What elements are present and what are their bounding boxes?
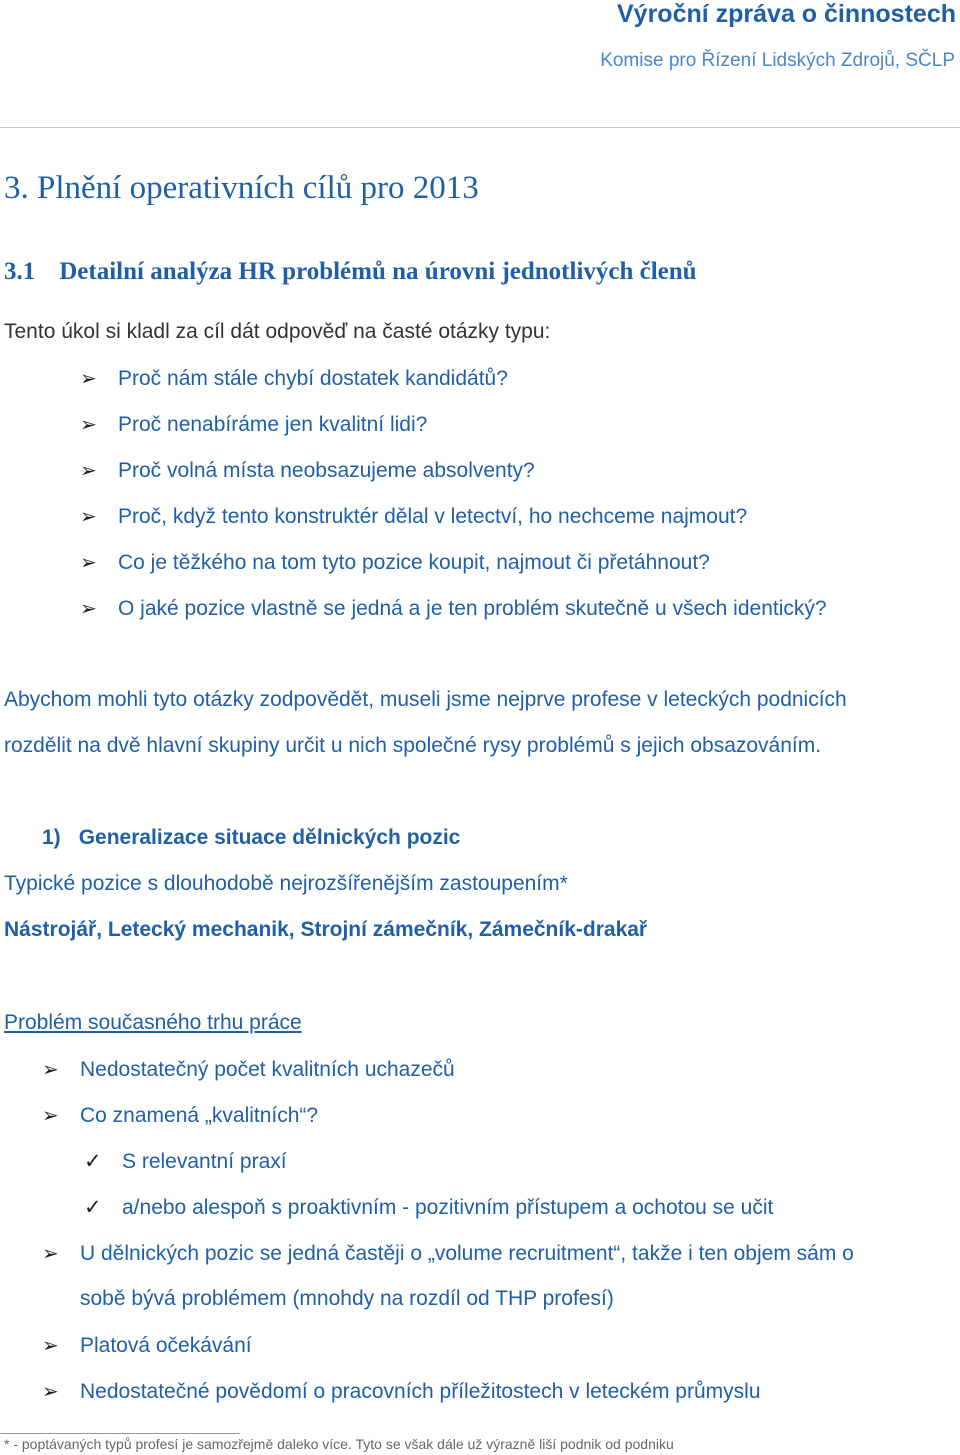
checkmark-icon: ✓ <box>84 1150 102 1173</box>
question-item <box>80 458 535 483</box>
arrow-bullet-icon: ➢ <box>42 1243 59 1265</box>
question-text: Proč nenabíráme jen kvalitní lidi? <box>118 413 428 436</box>
question-text: Proč volná místa neobsazujeme absolventy? <box>118 459 535 482</box>
subsection-heading <box>4 258 697 286</box>
footnote: * - poptávaných typů profesí je samozřejmě daleko více. Tyto se však dále už výrazně liší podnik od podniku <box>4 1436 674 1452</box>
problem-item <box>42 1333 252 1358</box>
question-text: Co je těžkého na tom tyto pozice koupit, najmout či přetáhnout? <box>118 551 710 574</box>
check-text: S relevantní praxí <box>122 1150 287 1173</box>
paragraph-line: rozdělit na dvě hlavní skupiny určit u nich společné rysy problémů s jejich obsazováním. <box>4 734 822 757</box>
problem-text: Nedostatečný počet kvalitních uchazečů <box>80 1058 455 1081</box>
arrow-bullet-icon: ➢ <box>80 460 97 482</box>
question-item <box>80 596 827 621</box>
intro-text: Tento úkol si kladl za cíl dát odpověď na časté otázky typu: <box>4 320 551 343</box>
arrow-bullet-icon: ➢ <box>80 506 97 528</box>
question-text: Proč nám stále chybí dostatek kandidátů? <box>118 367 508 390</box>
question-item <box>80 550 710 575</box>
problem-item <box>42 1103 318 1128</box>
check-text: a/nebo alespoň s proaktivním - pozitivním přístupem a ochotou se učit <box>122 1196 774 1219</box>
arrow-bullet-icon: ➢ <box>80 414 97 436</box>
problem-item <box>42 1379 761 1404</box>
subsection-title: Detailní analýza HR problémů na úrovni jednotlivých členů <box>59 258 697 285</box>
arrow-bullet-icon: ➢ <box>42 1335 59 1357</box>
header-subtitle: Komise pro Řízení Lidských Zdrojů, SČLP <box>600 50 955 71</box>
heading-title: Generalizace situace dělnických pozic <box>78 826 461 849</box>
problem-text: Platová očekávání <box>80 1334 252 1357</box>
section-heading: 3. Plnění operativních cílů pro 2013 <box>4 170 479 206</box>
checkmark-icon: ✓ <box>84 1196 102 1219</box>
check-item <box>84 1149 287 1174</box>
problem-item <box>42 1241 854 1266</box>
arrow-bullet-icon: ➢ <box>80 552 97 574</box>
problem-item <box>42 1057 455 1082</box>
problem-text: Nedostatečné povědomí o pracovních příležitostech v leteckém průmyslu <box>80 1380 761 1403</box>
question-item <box>80 366 508 391</box>
arrow-bullet-icon: ➢ <box>42 1059 59 1081</box>
check-item <box>84 1195 773 1220</box>
heading-number: 1) <box>42 826 61 849</box>
question-text: Proč, když tento konstruktér dělal v letectví, ho nechceme najmout? <box>118 505 748 528</box>
arrow-bullet-icon: ➢ <box>42 1105 59 1127</box>
arrow-bullet-icon: ➢ <box>80 598 97 620</box>
problem-heading: Problém současného trhu práce <box>4 1011 302 1034</box>
positions-list: Nástrojář, Letecký mechanik, Strojní zámečník, Zámečník-drakař <box>4 918 648 941</box>
question-item <box>80 412 427 437</box>
typical-positions-label: Typické pozice s dlouhodobě nejrozšířenějším zastoupením* <box>4 872 568 895</box>
numbered-heading <box>42 826 460 850</box>
question-item <box>80 504 747 529</box>
header-divider <box>0 127 960 128</box>
question-text: O jaké pozice vlastně se jedná a je ten problém skutečně u všech identický? <box>118 597 827 620</box>
problem-text: Co znamená „kvalitních“? <box>80 1104 319 1127</box>
problem-text-continuation: sobě bývá problémem (mnohdy na rozdíl od THP profesí) <box>80 1287 614 1310</box>
arrow-bullet-icon: ➢ <box>42 1381 59 1403</box>
header-title: Výroční zpráva o činnostech <box>617 0 956 28</box>
footnote-divider <box>0 1433 240 1434</box>
problem-text: U dělnických pozic se jedná častěji o „volume recruitment“, takže i ten objem sám o <box>80 1242 854 1265</box>
arrow-bullet-icon: ➢ <box>80 368 97 390</box>
paragraph-line: Abychom mohli tyto otázky zodpovědět, museli jsme nejprve profese v leteckých podnicích <box>4 688 847 711</box>
subsection-number: 3.1 <box>4 258 36 285</box>
